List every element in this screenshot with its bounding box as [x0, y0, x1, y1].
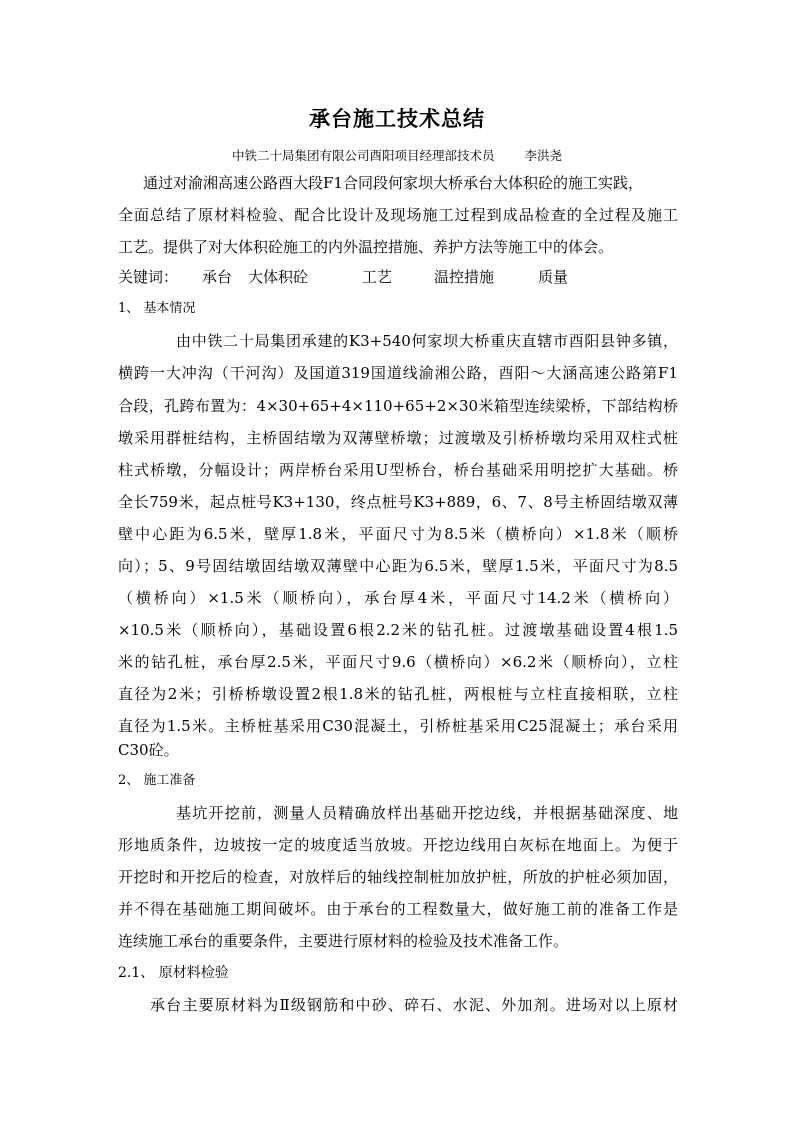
keyword: 工艺 — [362, 268, 393, 286]
body-line: 基坑开挖前，测量人员精确放样出基础开挖边线，并根据基础深度、地 — [176, 804, 678, 822]
body-line: 连续施工承台的重要条件，主要进行原材料的检验及技术准备工作。 — [118, 932, 569, 950]
body-line: C30砼。 — [118, 741, 179, 759]
body-line: 开挖时和开挖后的检查，对放样后的轴线控制桩加放护桩，所放的护桩必须加固， — [118, 868, 678, 886]
keyword: 温控措施 — [434, 268, 495, 286]
body-line: 由中铁二十局集团承建的K3+540何家坝大桥重庆直辖市酉阳县钟多镇， — [176, 332, 678, 350]
abstract-line: 全面总结了原材料检验、配合比设计及现场施工过程到成品检查的全过程及施工 — [118, 206, 678, 224]
section-heading: 2.1、 原材料检验 — [118, 965, 229, 981]
keywords-label: 关键词： — [118, 268, 179, 286]
author-line — [0, 146, 794, 164]
keyword: 承台 — [202, 268, 233, 286]
body-line: 向）；5、9号固结墩固结墩双薄壁中心距为6.5米，壁厚1.5米，平面尺寸为8.5 — [118, 557, 678, 575]
body-line: 承台主要原材料为Ⅱ级钢筋和中砂、碎石、水泥、外加剂。进场对以上原材 — [150, 996, 678, 1014]
body-line: 米的钻孔桩，承台厚2.5米，平面尺寸9.6（横桥向）×6.2米（顺桥向），立柱 — [118, 653, 678, 671]
body-line: 直径为1.5米。主桥桩基采用C30混凝土，引桥桩基采用C25混凝土；承台采用 — [118, 717, 678, 735]
abstract-line: 工艺。提供了对大体积砼施工的内外温控措施、养护方法等施工中的体会。 — [118, 238, 614, 256]
keyword: 质量 — [538, 268, 569, 286]
abstract-line: 通过对渝湘高速公路酉大段F1合同段何家坝大桥承台大体积砼的施工实践， — [143, 174, 643, 192]
body-line: 全长759米，起点桩号K3+130，终点桩号K3+889，6、7、8号主桥固结墩双薄 — [118, 493, 678, 511]
body-line: 直径为2米；引桥桥墩设置2根1.8米的钻孔桩，两根桩与立柱直接相联，立柱 — [118, 685, 678, 703]
body-line: 柱式桥墩，分幅设计；两岸桥台采用U型桥台，桥台基础采用明挖扩大基础。桥 — [118, 461, 678, 479]
body-line: 并不得在基础施工期间破坏。由于承台的工程数量大，做好施工前的准备工作是 — [118, 900, 678, 918]
body-line: 壁中心距为6.5米，壁厚1.8米，平面尺寸为8.5米（横桥向）×1.8米（顺桥 — [118, 525, 678, 543]
keyword: 大体积砼 — [248, 268, 309, 286]
author-name: 李洪尧 — [524, 148, 563, 163]
section-heading: 1、 基本情况 — [118, 301, 196, 316]
document-title: 承台施工技术总结 — [309, 106, 485, 131]
body-line: 墩采用群桩结构，主桥固结墩为双薄壁桥墩；过渡墩及引桥桥墩均采用双柱式桩 — [118, 429, 678, 447]
body-line: （横桥向）×1.5米（顺桥向），承台厚4米，平面尺寸14.2米（横桥向） — [118, 589, 678, 607]
author-affiliation: 中铁二十局集团有限公司酉阳项目经理部技术员 — [231, 148, 495, 163]
body-line: 形地质条件，边坡按一定的坡度适当放坡。开挖边线用白灰标在地面上。为便于 — [118, 836, 678, 854]
body-line: 横跨一大冲沟（干河沟）及国道319国道线渝湘公路，酉阳～大涵高速公路第F1 — [118, 364, 678, 382]
section-heading: 2、 施工准备 — [118, 773, 196, 788]
body-line: 合段，孔跨布置为：4×30+65+4×110+65+2×30米箱型连续梁桥，下部结构桥 — [118, 397, 678, 415]
body-line: ×10.5米（顺桥向），基础设置6根2.2米的钻孔桩。过渡墩基础设置4根1.5 — [118, 621, 678, 639]
